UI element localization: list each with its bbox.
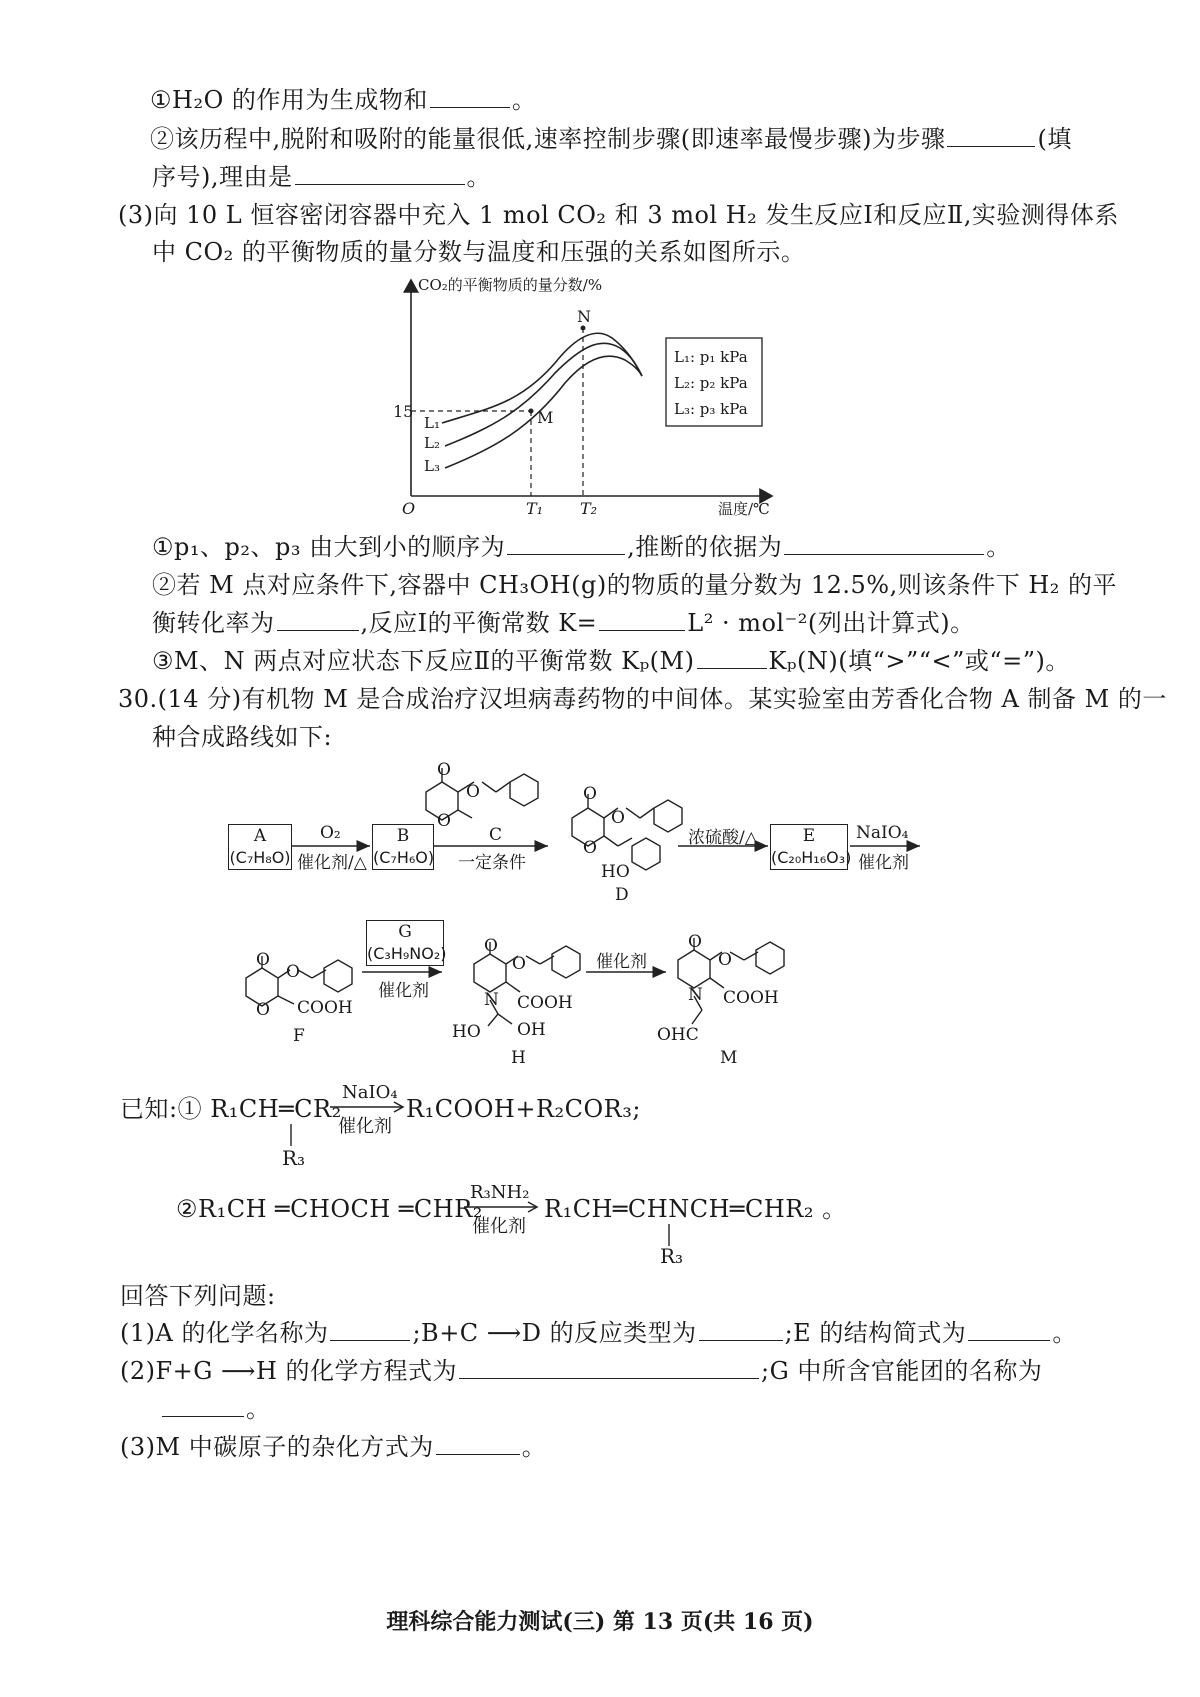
known-r2-condition: 催化剂 bbox=[472, 1216, 526, 1237]
answer-blank[interactable] bbox=[507, 532, 625, 555]
f-ring-o: O bbox=[256, 1000, 270, 1020]
h-ether-o: O bbox=[512, 954, 526, 974]
compound-d-label: D bbox=[615, 885, 629, 905]
arrow6-condition: 催化剂 bbox=[596, 952, 647, 972]
legend-item: L₁: p₁ kPa bbox=[674, 348, 748, 366]
series-label-l1: L₁ bbox=[424, 414, 440, 432]
h-ho: HO bbox=[452, 1022, 481, 1042]
m-carbonyl-o: O bbox=[688, 932, 702, 952]
m-ohc: OHC bbox=[657, 1025, 699, 1045]
question-2: (2)F+G ⟶H 的化学方程式为 ;G 中所含官能团的名称为 bbox=[120, 1357, 1043, 1385]
known-r2-product: R₁CH═CHNCH═CHR₂ 。 bbox=[544, 1195, 847, 1223]
answer-blank[interactable] bbox=[430, 85, 510, 108]
m-ether-o: O bbox=[718, 950, 732, 970]
known-r2-reagent: R₃NH₂ bbox=[470, 1182, 530, 1203]
answer-blank[interactable] bbox=[968, 1318, 1050, 1341]
known-r1-r3: R₃ bbox=[282, 1146, 306, 1170]
c-ether-o: O bbox=[466, 782, 480, 802]
page-footer: 理科综合能力测试(三) 第 13 页(共 16 页) bbox=[386, 1609, 814, 1635]
q3-sub3: ③M、N 两点对应状态下反应Ⅱ的平衡常数 Kₚ(M) Kₚ(N)(填“>”“<”或“=”)。 bbox=[152, 647, 1070, 675]
m-ring-n: N bbox=[688, 985, 703, 1005]
point-m-label: M bbox=[537, 408, 554, 427]
h-oh: OH bbox=[517, 1020, 546, 1040]
answer-blank[interactable] bbox=[459, 1356, 759, 1379]
c-carbonyl-o: O bbox=[437, 760, 451, 780]
h-carbonyl-o: O bbox=[484, 936, 498, 956]
q30-line1: 30.(14 分)有机物 M 是合成治疗汉坦病毒药物的中间体。某实验室由芳香化合物 A 制备 M 的一 bbox=[118, 685, 1167, 713]
q3-sub2-line1: ②若 M 点对应条件下,容器中 CH₃OH(g)的物质的量分数为 12.5%,则该条件下 H₂ 的平 bbox=[152, 571, 1118, 599]
q3-sub2-line2: 衡转化率为 ,反应Ⅰ的平衡常数 K= L² · mol⁻²(列出计算式)。 bbox=[152, 609, 975, 637]
legend-item: L₂: p₂ kPa bbox=[674, 374, 748, 392]
answer-blank[interactable] bbox=[162, 1394, 244, 1417]
f-cooh: COOH bbox=[297, 998, 353, 1018]
arrow5-condition: 催化剂 bbox=[378, 981, 429, 1001]
arrow4-condition: 催化剂 bbox=[858, 853, 909, 873]
compound-b-box: B (C₇H₆O) bbox=[372, 824, 434, 870]
point-m bbox=[529, 409, 534, 414]
question-2-cont: 。 bbox=[160, 1394, 271, 1424]
answer-blank[interactable] bbox=[295, 162, 465, 185]
q3-sub1: ①p₁、p₂、p₃ 由大到小的顺序为 ,推断的依据为 。 bbox=[152, 533, 1011, 561]
known-r1-product: R₁COOH+R₂COR₃; bbox=[406, 1095, 641, 1123]
f-ether-o: O bbox=[286, 962, 300, 982]
series-label-l3: L₃ bbox=[424, 457, 440, 475]
scheme-row2-structures bbox=[220, 920, 840, 1060]
scheme-row1-structures bbox=[220, 760, 940, 880]
compound-h-label: H bbox=[511, 1048, 526, 1068]
answer-blank[interactable] bbox=[697, 646, 767, 669]
answer-blank[interactable] bbox=[436, 1432, 520, 1455]
answer-blank[interactable] bbox=[784, 532, 984, 555]
point-n bbox=[581, 326, 586, 331]
h-ring-n: N bbox=[484, 990, 499, 1010]
q3-line2: 中 CO₂ 的平衡物质的量分数与温度和压强的关系如图所示。 bbox=[152, 238, 806, 266]
x-axis-label: 温度/℃ bbox=[718, 500, 770, 518]
answer-blank[interactable] bbox=[947, 124, 1035, 147]
known-r1-reagent: NaIO₄ bbox=[342, 1082, 398, 1103]
compound-e-box: E (C₂₀H₁₆O₃) bbox=[770, 824, 848, 870]
y-tick-15: 15 bbox=[393, 402, 414, 421]
compound-m-structure bbox=[678, 938, 784, 1024]
point-n-label: N bbox=[577, 307, 591, 326]
compound-a-box: A (C₇H₈O) bbox=[228, 824, 292, 870]
compound-m-label: M bbox=[720, 1048, 738, 1068]
origin-label: O bbox=[402, 499, 416, 518]
answer-intro: 回答下列问题: bbox=[120, 1282, 276, 1310]
d-ether-o: O bbox=[611, 808, 625, 828]
arrow3-condition: 浓硫酸/△ bbox=[688, 828, 758, 848]
c-ring-o: O bbox=[437, 811, 451, 831]
q2-item2-line1: ②该历程中,脱附和吸附的能量很低,速率控制步骤(即速率最慢步骤)为步骤 (填 bbox=[150, 125, 1072, 153]
question-3: (3)M 中碳原子的杂化方式为 。 bbox=[120, 1433, 547, 1461]
arrow4-reagent: NaIO₄ bbox=[856, 823, 909, 843]
answer-blank[interactable] bbox=[699, 1318, 783, 1341]
compound-f-label: F bbox=[293, 1026, 305, 1046]
curve-l2 bbox=[445, 343, 642, 446]
h-cooh: COOH bbox=[517, 993, 573, 1013]
series-label-l2: L₂ bbox=[424, 434, 440, 452]
x-tick-t1: T₁ bbox=[526, 499, 544, 518]
legend-item: L₃: p₃ kPa bbox=[674, 400, 748, 418]
y-axis-label: CO₂的平衡物质的量分数/% bbox=[418, 276, 603, 294]
q2-item2-line2: 序号),理由是 。 bbox=[152, 163, 491, 191]
q2-item1: ①H₂O 的作用为生成物和 。 bbox=[150, 86, 537, 114]
arrow1-condition: 催化剂/△ bbox=[297, 853, 367, 873]
d-ring-o: O bbox=[583, 838, 597, 858]
known-r2-arrow bbox=[462, 1200, 540, 1214]
compound-f-structure bbox=[246, 956, 352, 1006]
f-carbonyl-o: O bbox=[256, 950, 270, 970]
compound-d-ho: HO bbox=[601, 862, 630, 882]
known-r1-arrow bbox=[328, 1100, 406, 1114]
q3-line1: (3)向 10 L 恒容密闭容器中充入 1 mol CO₂ 和 3 mol H₂ 发生反应Ⅰ和反应Ⅱ,实验测得体系 bbox=[118, 201, 1119, 229]
known-r2: ②R₁CH ═CHOCH ═CHR₂ bbox=[176, 1195, 483, 1223]
known-r2-r3: R₃ bbox=[660, 1244, 684, 1268]
x-tick-t2: T₂ bbox=[580, 499, 598, 518]
question-1: (1)A 的化学名称为 ;B+C ⟶D 的反应类型为 ;E 的结构简式为 。 bbox=[120, 1319, 1077, 1347]
compound-d-structure bbox=[572, 794, 682, 870]
answer-blank[interactable] bbox=[330, 1318, 410, 1341]
known-r1-condition: 催化剂 bbox=[338, 1116, 392, 1137]
compound-c-label: C bbox=[489, 825, 503, 845]
answer-blank[interactable] bbox=[277, 608, 359, 631]
known-r1-branch bbox=[288, 1124, 294, 1146]
known-r2-branch bbox=[666, 1224, 672, 1246]
m-cooh: COOH bbox=[723, 988, 779, 1008]
answer-blank[interactable] bbox=[599, 608, 685, 631]
q30-line2: 种合成路线如下: bbox=[152, 723, 333, 751]
known-r1: 已知:① R₁CH═CR₂ bbox=[120, 1095, 342, 1123]
arrow2-condition: 一定条件 bbox=[458, 853, 526, 873]
compound-h-structure bbox=[474, 942, 580, 1026]
compound-g-box: G (C₃H₉NO₂) bbox=[366, 920, 444, 966]
co2-fraction-chart bbox=[390, 268, 790, 520]
arrow1-reagent: O₂ bbox=[320, 823, 341, 843]
d-carbonyl-o: O bbox=[583, 784, 597, 804]
